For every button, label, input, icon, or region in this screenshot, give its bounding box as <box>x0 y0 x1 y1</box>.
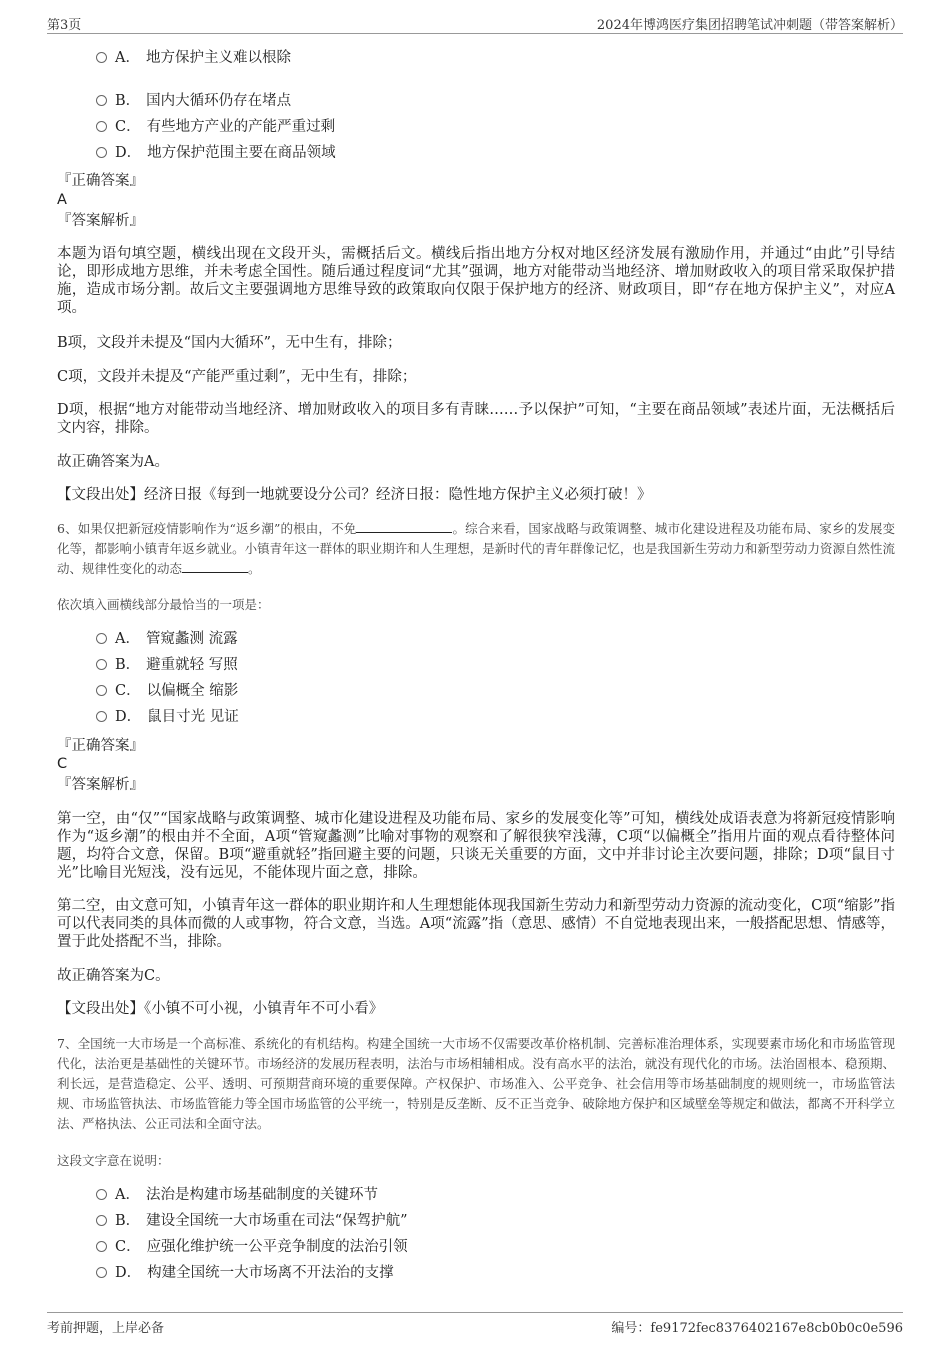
q6-analysis-p2: 第二空，由文意可知，小镇青年这一群体的职业期许和人生理想能体现我国新生劳动力和新型劳动力资源的流动变化，C项“缩影”指可以代表同类的具体而微的人或事物，符合文意，当选。A项“流露”指（意思、感情）不自觉地表现出来，一般搭配思想、情感等，置于此处搭配不当，排除。 <box>57 898 895 950</box>
q7-prompt: 这段文字意在说明： <box>57 1153 170 1168</box>
q6-analysis-label: 『答案解析』 <box>57 777 144 793</box>
blank-1 <box>356 521 452 533</box>
q7-option-d[interactable]: D． 构建全国统一大市场离不开法治的支撑 <box>96 1263 394 1283</box>
q5-analysis-label: 『答案解析』 <box>57 213 144 229</box>
radio-icon[interactable] <box>96 685 107 696</box>
page-header <box>47 12 903 34</box>
blank-2 <box>182 561 248 573</box>
radio-icon[interactable] <box>96 1267 107 1278</box>
q6-option-c[interactable]: C． 以偏概全 缩影 <box>96 681 238 701</box>
q6-option-d[interactable]: D． 鼠目寸光 见证 <box>96 707 239 727</box>
q7-option-a[interactable]: A． 法治是构建市场基础制度的关键环节 <box>96 1185 378 1205</box>
radio-icon[interactable] <box>96 121 107 132</box>
q6-analysis-p3: 故正确答案为C。 <box>57 968 170 984</box>
q5-answer-label: 『正确答案』 <box>57 173 144 189</box>
q6-prompt: 依次填入画横线部分最恰当的一项是： <box>57 597 270 612</box>
q5-option-b[interactable]: B． 国内大循环仍存在堵点 <box>96 91 291 111</box>
q6-answer-label: 『正确答案』 <box>57 738 144 754</box>
radio-icon[interactable] <box>96 1189 107 1200</box>
document-id: 编号：fe9172fec8376402167e8cb0b0c0e596 <box>611 1321 903 1336</box>
q5-analysis-p1: 本题为语句填空题，横线出现在文段开头，需概括后文。横线后指出地方分权对地区经济发展有激励作用，并通过“由此”引导结论，即形成地方思维，并未考虑全国性。随后通过程度词“尤其”强调，地方对能带动当地经济、增加财政收入的项目常采取保护措施，造成市场分割。故后文主要强调地方思维导致的政策取向仅限于保护地方的经济、财政项目，即“存在地方保护主义”，对应A项。 <box>57 246 895 316</box>
q6-answer: C <box>57 756 68 772</box>
radio-icon[interactable] <box>96 95 107 106</box>
q5-option-d[interactable]: D． 地方保护范围主要在商品领域 <box>96 143 336 163</box>
q5-answer: A <box>57 192 67 208</box>
q5-option-c[interactable]: C． 有些地方产业的产能严重过剩 <box>96 117 335 137</box>
radio-icon[interactable] <box>96 1241 107 1252</box>
page-footer <box>47 1312 903 1336</box>
q5-analysis-p2: B项，文段并未提及“国内大循环”，无中生有，排除； <box>57 335 402 351</box>
radio-icon[interactable] <box>96 147 107 158</box>
q7-option-b[interactable]: B． 建设全国统一大市场重在司法“保驾护航” <box>96 1211 407 1231</box>
q7-option-c[interactable]: C． 应强化维护统一公平竞争制度的法治引领 <box>96 1237 408 1257</box>
q5-option-a[interactable]: A． 地方保护主义难以根除 <box>96 48 291 68</box>
q5-analysis-p3: C项，文段并未提及“产能严重过剩”，无中生有，排除； <box>57 369 417 385</box>
radio-icon[interactable] <box>96 52 107 63</box>
radio-icon[interactable] <box>96 659 107 670</box>
q5-analysis-p4: D项，根据“地方对能带动当地经济、增加财政收入的项目多有青睐……予以保护”可知，“主要在商品领域”表述片面，无法概括后文内容，排除。 <box>57 402 895 436</box>
radio-icon[interactable] <box>96 711 107 722</box>
q7-question: 7、全国统一大市场是一个高标准、系统化的有机结构。构建全国统一大市场不仅需要改革价格机制、完善标准治理体系，实现要素市场化和市场监管现代化，法治更是基础性的关键环节。市场经济的发展历程表明，法治与市场相辅相成。没有高水平的法治，就没有现代化的市场。法治固根本、稳预期、利长远，是营造稳定、公平、透明、可预期营商环境的重要保障。产权保护、市场准入、公平竞争、社会信用等市场基础制度的规则统一，市场监管法规、市场监管执法、市场监管能力等全国市场监管的公平统一，特别是反垄断、反不正当竞争、破除地方保护和区域壁垒等规定和做法，都离不开科学立法、严格执法、公正司法和全面守法。 <box>57 1036 895 1131</box>
footer-slogan: 考前押题，上岸必备 <box>47 1321 165 1336</box>
q5-analysis-p5: 故正确答案为A。 <box>57 454 169 470</box>
q5-source: 【文段出处】经济日报《每到一地就要设分公司？经济日报：隐性地方保护主义必须打破！》 <box>57 487 652 503</box>
q6-analysis-p1: 第一空，由“仅”“国家战略与政策调整、城市化建设进程及功能布局、家乡的发展变化等”可知，横线处成语表意为将新冠疫情影响作为“返乡潮”的根由并不全面，A项“管窥蠡测”比喻对事物的观察和了解很狭窄浅薄，C项“以偏概全”指用片面的观点看待整体问题，均符合文意，保留。B项“避重就轻”指回避主要的问题，只谈无关重要的方面，文中并非讨论主次要问题，排除；D项“鼠目寸光”比喻目光短浅，没有远见，不能体现片面之意，排除。 <box>57 811 895 881</box>
page-number: 第3页 <box>47 18 82 33</box>
q6-source: 【文段出处】《小镇不可小视，小镇青年不可小看》 <box>57 1001 384 1017</box>
radio-icon[interactable] <box>96 1215 107 1226</box>
q6-option-b[interactable]: B． 避重就轻 写照 <box>96 655 238 675</box>
radio-icon[interactable] <box>96 633 107 644</box>
document-title: 2024年博鸿医疗集团招聘笔试冲刺题（带答案解析） <box>596 18 903 33</box>
q6-question: 6、如果仅把新冠疫情影响作为“返乡潮”的根由，不免 。综合来看，国家战略与政策调整、城市化建设进程及功能布局、家乡的发展变化等，都影响小镇青年返乡就业。小镇青年这一群体的职业期许和人生理想，是新时代的青年群像记忆，也是我国新生劳动力和新型劳动力资源自然性流动、规律性变化的动态 。 <box>57 521 895 576</box>
q6-option-a[interactable]: A． 管窥蠡测 流露 <box>96 629 238 649</box>
